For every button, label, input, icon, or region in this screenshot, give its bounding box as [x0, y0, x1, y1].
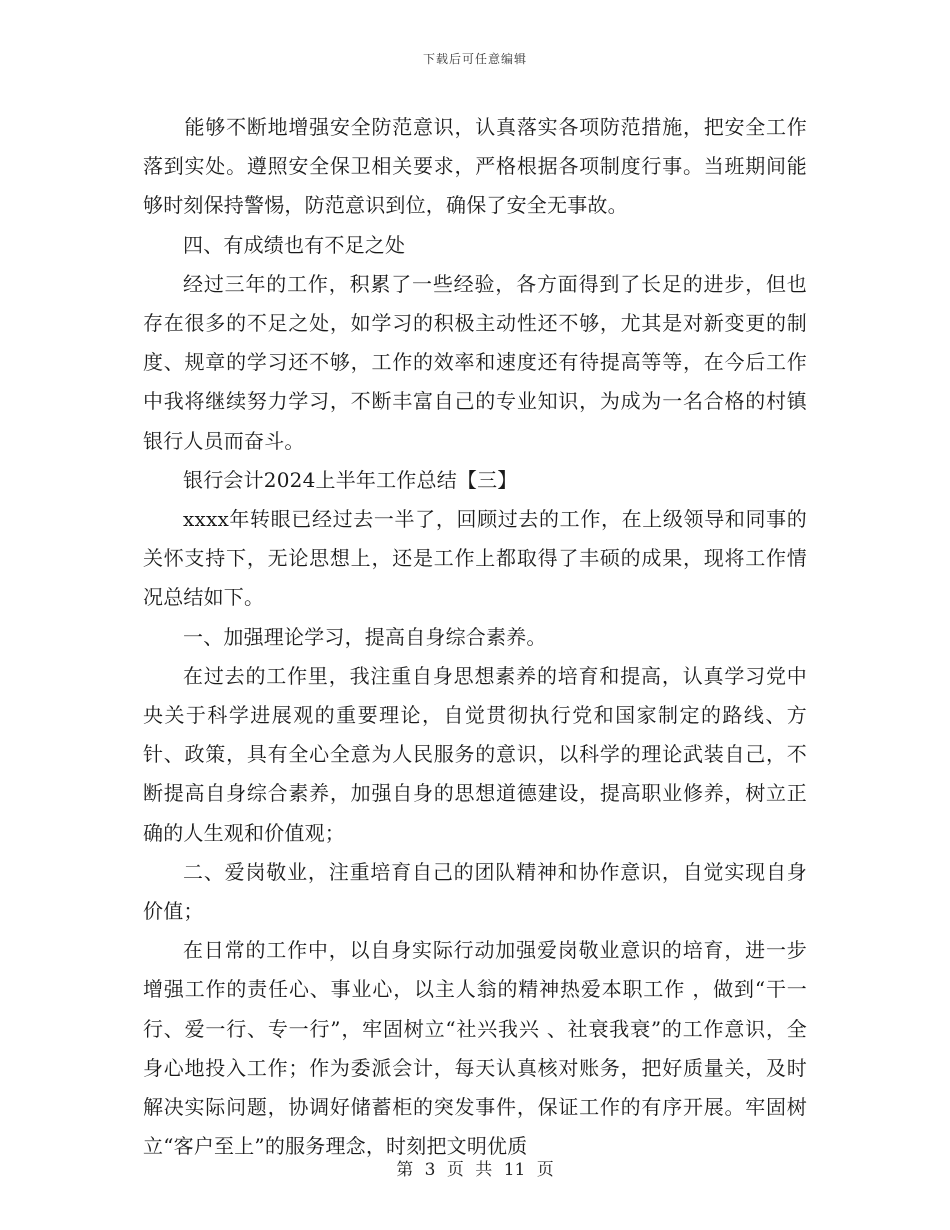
document-body	[143, 108, 807, 1166]
paragraph: 在过去的工作里，我注重自身思想素养的培育和提高，认真学习党中央关于科学进展观的重要理论，自觉贯彻执行党和国家制定的路线、方针、政策，具有全心全意为人民服务的意识，以科学的理论武装自己，不断提高自身综合素养，加强自身的思想道德建设，提高职业修养，树立正确的人生观和价值观；	[143, 663, 807, 845]
paragraph: 能够不断地增强安全防范意识，认真落实各项防范措施，把安全工作落到实处。遵照安全保卫相关要求，严格根据各项制度行事。当班期间能够时刻保持警惕，防范意识到位，确保了安全无事故。	[143, 115, 807, 218]
document-title: 银行会计2024上半年工作总结【三】	[183, 467, 518, 492]
paragraph: 经过三年的工作，积累了一些经验，各方面得到了长足的进步，但也存在很多的不足之处，如学习的积极主动性还不够，尤其是对新变更的制度、规章的学习还不够，工作的效率和速度还有待提高等等，在今后工作中我将继续努力学习，不断丰富自己的专业知识，为成为一名合格的村镇银行人员而奋斗。	[143, 271, 807, 453]
section-heading: 一、加强理论学习，提高自身综合素养。	[183, 624, 547, 649]
page-header: 下载后可任意编辑	[422, 52, 527, 66]
section-heading: 四、有成绩也有不足之处	[183, 232, 406, 257]
section-heading: 二、爱岗敬业，注重培育自己的团队精神和协作意识，自觉实现自身价值；	[143, 859, 807, 924]
paragraph: xxxx年转眼已经过去一半了，回顾过去的工作，在上级领导和同事的关怀支持下，无论思想上，还是工作上都取得了丰硕的成果，现将工作情况总结如下。	[143, 507, 807, 610]
paragraph: 在日常的工作中，以自身实际行动加强爱岗敬业意识的培育，进一步增强工作的责任心、事业心，以主人翁的精神热爱本职工作 ，做到“干一行、爱一行、专一行”，牢固树立“社兴我兴 、社衰我衰”的工作意识，全身心地投入工作；作为委派会计，每天认真核对账务，把好质量关，及时解决实际问题，协调好储蓄柜的突发事件，保证工作的有序开展。牢固树立“客户至上”的服务理念，时刻把文明优质	[143, 938, 807, 1159]
page-footer: 第 3 页 共 11 页	[396, 1160, 554, 1180]
